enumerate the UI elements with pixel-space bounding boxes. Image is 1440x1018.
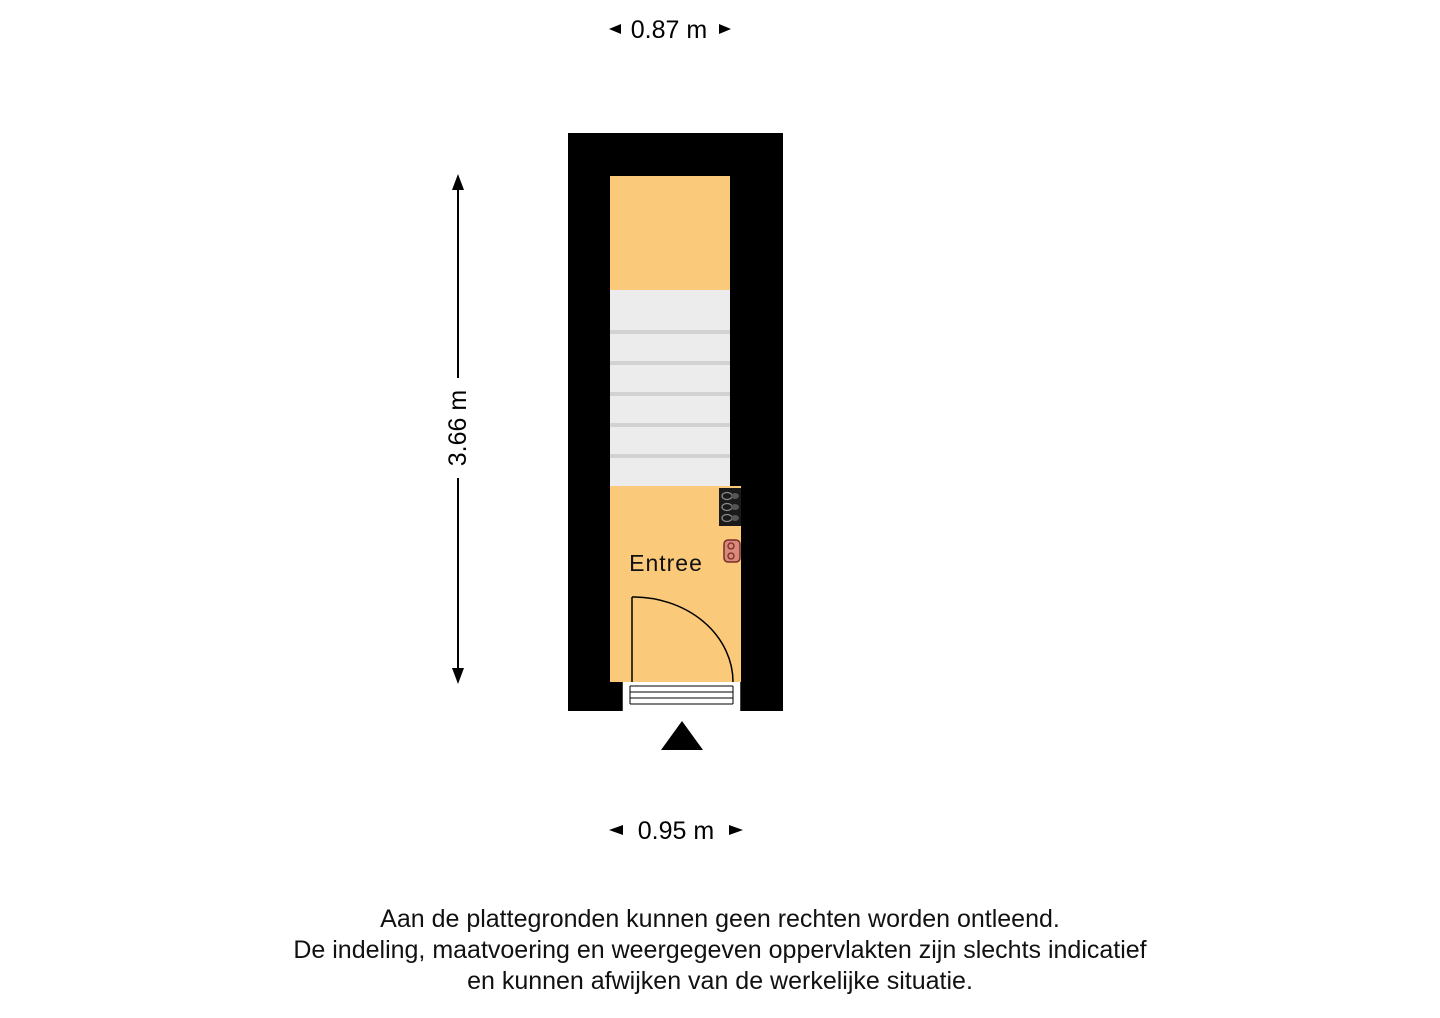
entrance-arrow-icon: [661, 721, 703, 750]
arrow-down-icon: [452, 668, 464, 684]
arrow-up-icon: [452, 174, 464, 190]
staircase: [610, 290, 730, 486]
arrow-right-icon: [729, 825, 743, 835]
bottom-width-dimension: [609, 817, 743, 845]
disclaimer-line-1: Aan de plattegronden kunnen geen rechten worden ontleend.: [380, 905, 1060, 933]
door-threshold: [622, 682, 741, 711]
stair-step-shade: [610, 454, 730, 458]
stair-step-shade: [610, 392, 730, 396]
stair-step-shade: [610, 423, 730, 427]
top-width-label: 0.87 m: [630, 16, 708, 44]
arrow-right-icon: [719, 24, 731, 34]
stair-step-shade: [610, 330, 730, 334]
arrow-left-icon: [609, 825, 623, 835]
bottom-width-label: 0.95 m: [637, 817, 715, 845]
stair-step-shade: [610, 361, 730, 365]
radiator-icon: [724, 540, 740, 562]
height-dimension: [444, 174, 472, 684]
disclaimer-line-3: en kunnen afwijken van de werkelijke situatie.: [467, 967, 973, 995]
height-label: 3.66 m: [444, 389, 472, 467]
landing-floor: [610, 176, 730, 290]
room-label-entree: Entree: [629, 550, 703, 576]
meter-box-icon: [719, 488, 741, 526]
disclaimer-line-2: De indeling, maatvoering en weergegeven oppervlakten zijn slechts indicatief: [293, 936, 1147, 964]
arrow-left-icon: [609, 24, 621, 34]
disclaimer: [0, 904, 1440, 997]
top-width-dimension: [609, 16, 731, 44]
